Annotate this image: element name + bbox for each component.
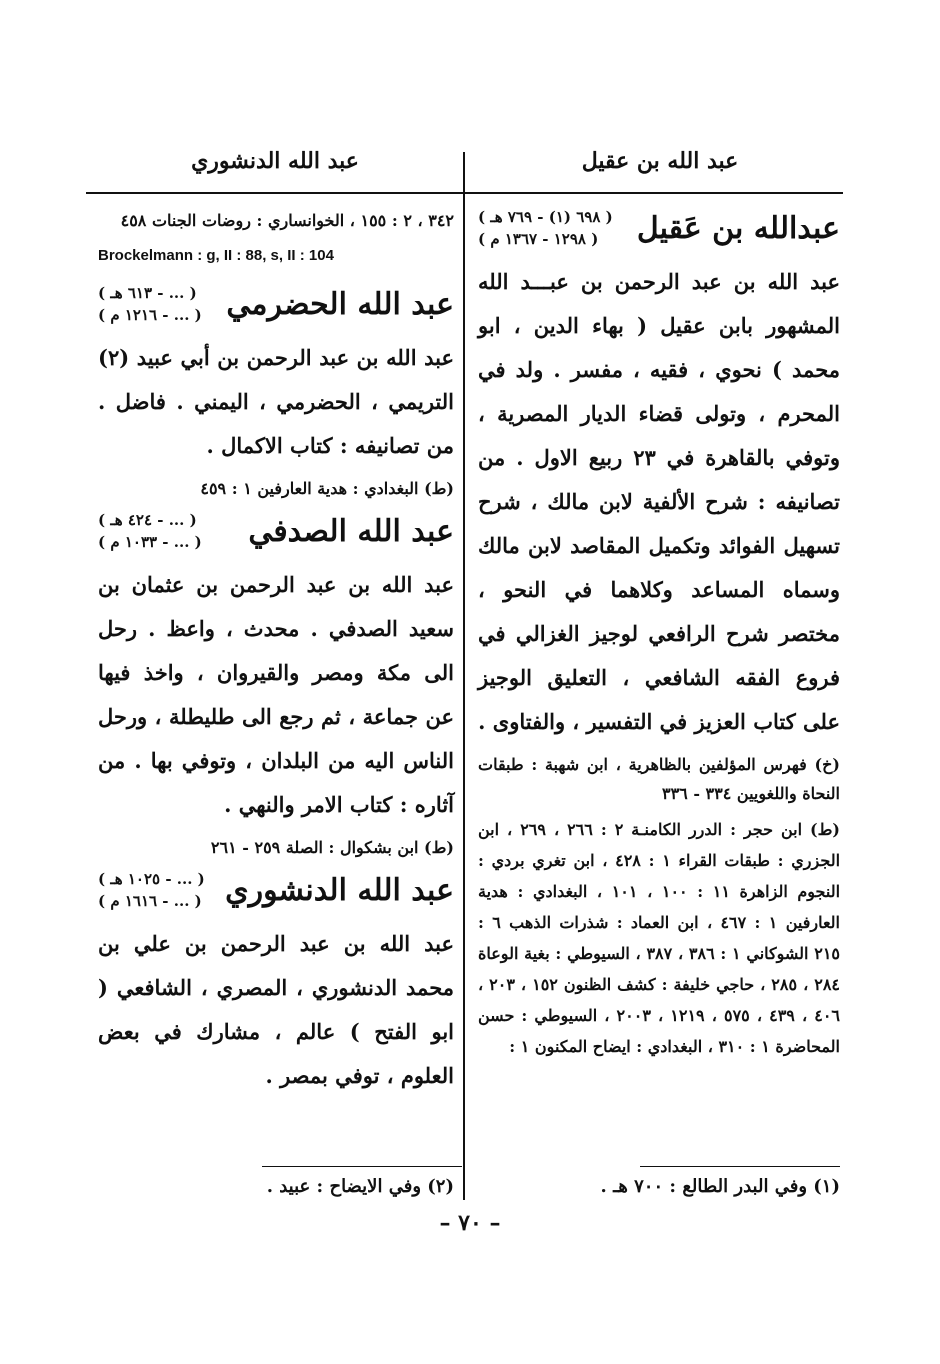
- entry-body: عبد الله بن عبد الرحمن بن عبـــد الله المشهور بابن عقيل ( بهاء الدين ، ابو محمد ) نحوي ، فقيه ، مفسر . ولد في المحرم ، وتولى قضاء الديار المصرية ، وتوفي بالقاهرة في ٢٣ ربيع الاول . من تصانيفه : شرح الألفية لابن مالك ، شرح تسهيل الفوائد وتكميل المقاصد لابن مالك وسماه المساعد وكلاهما في النحو ، مختصر شرح الرافعي لوجيز الغزالي في فروع الفقه الشافعي ، التعليق الوجيز على كتاب العزيز في التفسير ، والفتاوى .: [478, 269, 841, 734]
- continued-reference: ٣٤٢ ، ٢ : ١٥٥ ، الخوانساري : روضات الجنات ٤٥٨: [120, 211, 454, 230]
- footnote-rule: [262, 1166, 462, 1167]
- dates-gregorian: ( ... - ١٠٣٣ م ): [98, 533, 202, 551]
- column-divider: [463, 152, 465, 1200]
- entry-dates: [478, 206, 613, 250]
- entry-name: عبد الله الحضرمي: [226, 286, 454, 322]
- dates-hijri: ( ... - ٦١٣ هـ ): [98, 284, 197, 302]
- entry-name: عبدالله بن عَقيل: [636, 210, 840, 246]
- entry-body: عبد الله بن عبد الرحمن بن علي بن محمد الدنشوري ، المصري ، الشافعي ( ابو الفتح ) عالم ، مشارك في بعض العلوم ، توفي بمصر .: [98, 931, 454, 1088]
- entry-body: عبد الله بن عبد الرحمن بن عثمان بن سعيد الصدفي . محدث ، واعظ . رحل الى مكة ومصر والقيروان ، واخذ فيها عن جماعة ، ثم رجع الى طليطلة ، ورحل الناس اليه من البلدان ، وتوفي بها . من آثاره : كتاب الامر والنهي .: [98, 572, 454, 817]
- entry-body: عبد الله بن عبد الرحمن بن أبي عبيد (٢) التريمي ، الحضرمي ، اليمني . فاضل . من تصانيفه : كتاب الاكمال .: [98, 345, 454, 458]
- entry-name: عبد الله الصدفي: [248, 513, 454, 549]
- dates-gregorian: ( ١٢٩٨ - ١٣٦٧ م ): [478, 230, 599, 248]
- dates-hijri: ( ... - ٤٢٤ هـ ): [98, 511, 197, 529]
- entry-heading: [98, 509, 454, 553]
- entry-heading: [98, 868, 454, 912]
- entry-name: عبد الله الدنشوري: [225, 872, 454, 908]
- entry-heading: [98, 282, 454, 326]
- running-header-left: عبد الله الدنشوري: [191, 148, 359, 174]
- dates-hijri: ( ... - ١٠٢٥ هـ ): [98, 870, 205, 888]
- footnote: (٢) وفي الايضاح : عبيد .: [266, 1176, 454, 1197]
- printed-reference: (ط) ابن بشكوال : الصلة ٢٥٩ - ٢٦١: [210, 838, 454, 857]
- manuscript-reference: (خ) فهرس المؤلفين بالظاهرية ، ابن شهبة : طبقات النحاة واللغويين ٣٣٤ - ٣٣٦: [478, 755, 840, 803]
- left-column: [98, 200, 454, 1098]
- printed-reference: (ط) البغدادي : هدية العارفين ١ : ٤٥٩: [200, 479, 454, 498]
- entry-dates: [98, 868, 205, 912]
- entry-dates: [98, 282, 202, 326]
- right-column: [478, 200, 840, 1068]
- dates-gregorian: ( ... - ١٢١٦ م ): [98, 306, 202, 324]
- page-number: – ٧٠ –: [439, 1210, 501, 1236]
- entry-dates: [98, 509, 202, 553]
- dates-gregorian: ( ... - ١٦١٦ م ): [98, 892, 202, 910]
- footnote: (١) وفي البدر الطالع : ٧٠٠ هـ .: [600, 1176, 840, 1197]
- dates-hijri: ( ٦٩٨ (١) - ٧٦٩ هـ ): [478, 208, 613, 226]
- entry-heading: [478, 206, 840, 250]
- latin-reference: Brockelmann : g, II : 88, s, II : 104: [98, 247, 334, 264]
- printed-reference: (ط) ابن حجر : الدرر الكامنـة ٢ : ٢٦٦ ، ٢٦٩ ، ابن الجزري : طبقات القراء ١ : ٤٢٨ ، ابن تغري بردي : النجوم الزاهرة ١١ : ١٠٠ ، ١٠١ ، البغدادي : هدية العارفين ١ : ٤٦٧ ، ابن العماد : شذرات الذهب ٦ : ٢١٥ الشوكاني ١ : ٣٨٦ ، ٣٨٧ ، السيوطي : بغية الوعاة ٢٨٤ ، ٢٨٥ ، حاجي خليفة : كشف الظنون ١٥٢ ، ٢٠٣ ، ٤٠٦ ، ٤٣٩ ، ٥٧٥ ، ١٢١٩ ، ٢٠٠٣ ، السيوطي : حسن المحاضرة ١ : ٣١٠ ، البغدادي : ايضاح المكنون ١ :: [478, 820, 841, 1056]
- running-header-right: عبد الله بن عقيل: [581, 148, 739, 174]
- footnote-rule: [640, 1166, 840, 1167]
